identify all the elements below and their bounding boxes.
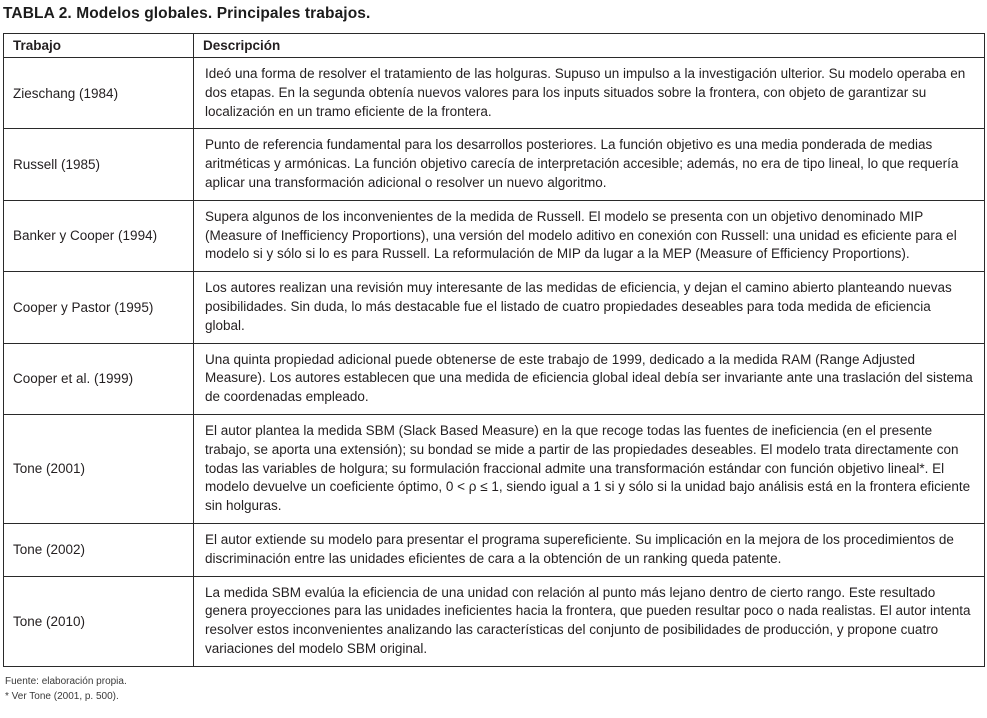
descripcion-cell: Punto de referencia fundamental para los desarrollos posteriores. La función objetivo es una media ponderada de medias aritméticas y armónicas. La función objetivo carecía de interpretación accesible; además, no era de tipo lineal, lo que requería aplicar una transformación adicional o resolver un nuevo algoritmo. <box>194 129 985 200</box>
table-body <box>4 58 985 667</box>
descripcion-cell: Supera algunos de los inconvenientes de la medida de Russell. El modelo se presenta con un objetivo denominado MIP (Measure of Inefficiency Proportions), una versión del modelo aditivo en conexión con Russell: una unidad es eficiente para el modelo si y sólo si lo es para Russell. La reformulación de MIP da lugar a la MEP (Measure of Efficiency Proportions). <box>194 200 985 271</box>
descripcion-cell: La medida SBM evalúa la eficiencia de una unidad con relación al punto más lejano dentro de cierto rango. Este resultado genera proyecciones para las unidades ineficientes hacia la frontera, que pueden resultar poco o nada realistas. El autor intenta resolver estos inconvenientes analizando las características del conjunto de posibilidades de producción, y propone cuatro variaciones del modelo SBM original. <box>194 576 985 666</box>
trabajo-cell: Zieschang (1984) <box>4 58 194 129</box>
trabajo-cell: Cooper y Pastor (1995) <box>4 272 194 343</box>
table-row <box>4 200 985 271</box>
descripcion-cell: Una quinta propiedad adicional puede obtenerse de este trabajo de 1999, dedicado a la medida RAM (Range Adjusted Measure). Los autores establecen que una medida de eficiencia global ideal debía ser invariante ante una traslación del sistema de coordenadas empleado. <box>194 343 985 414</box>
header-row <box>4 34 985 58</box>
trabajo-cell: Banker y Cooper (1994) <box>4 200 194 271</box>
descripcion-cell: El autor plantea la medida SBM (Slack Based Measure) en la que recoge todas las fuentes de ineficiencia (en el presente trabajo, se aporta una extensión); su bondad se mide a partir de las propiedades deseables. El modelo trata directamente con todas las variables de holgura; su formulación fraccional admite una transformación estándar con función objetivo lineal*. El modelo devuelve un coeficiente óptimo, 0 < ρ ≤ 1, siendo igual a 1 si y sólo si la unidad bajo análisis está en la frontera eficiente sin holguras. <box>194 414 985 523</box>
trabajo-cell: Cooper et al. (1999) <box>4 343 194 414</box>
footnote-source: Fuente: elaboración propia. <box>5 675 127 687</box>
trabajo-cell: Russell (1985) <box>4 129 194 200</box>
descripcion-cell: Ideó una forma de resolver el tratamiento de las holguras. Supuso un impulso a la investigación ulterior. Su modelo operaba en dos etapas. En la segunda obtenía nuevos valores para los inputs situados sobre la frontera, con objeto de garantizar su localización en un tramo eficiente de la frontera. <box>194 58 985 129</box>
column-header-trabajo: Trabajo <box>4 34 194 58</box>
column-header-descripcion: Descripción <box>194 34 985 58</box>
table-row <box>4 523 985 576</box>
trabajo-cell: Tone (2002) <box>4 523 194 576</box>
models-table <box>3 33 985 667</box>
table-row <box>4 414 985 523</box>
trabajo-cell: Tone (2001) <box>4 414 194 523</box>
footnotes <box>3 674 985 704</box>
descripcion-cell: Los autores realizan una revisión muy interesante de las medidas de eficiencia, y dejan el camino abierto planteando nuevas posibilidades. Sin duda, lo más destacable fue el listado de cuatro propiedades deseables para toda medida de eficiencia global. <box>194 272 985 343</box>
trabajo-cell: Tone (2010) <box>4 576 194 666</box>
table-row <box>4 272 985 343</box>
table-row <box>4 58 985 129</box>
footnote-reference: * Ver Tone (2001, p. 500). <box>5 690 119 702</box>
table-row <box>4 129 985 200</box>
descripcion-cell: El autor extiende su modelo para presentar el programa supereficiente. Su implicación en la mejora de los procedimientos de discriminación entre las unidades eficientes de cara a la obtención de un ranking queda patente. <box>194 523 985 576</box>
table-row <box>4 343 985 414</box>
table-title: TABLA 2. Modelos globales. Principales trabajos. <box>3 5 371 22</box>
table-row <box>4 576 985 666</box>
